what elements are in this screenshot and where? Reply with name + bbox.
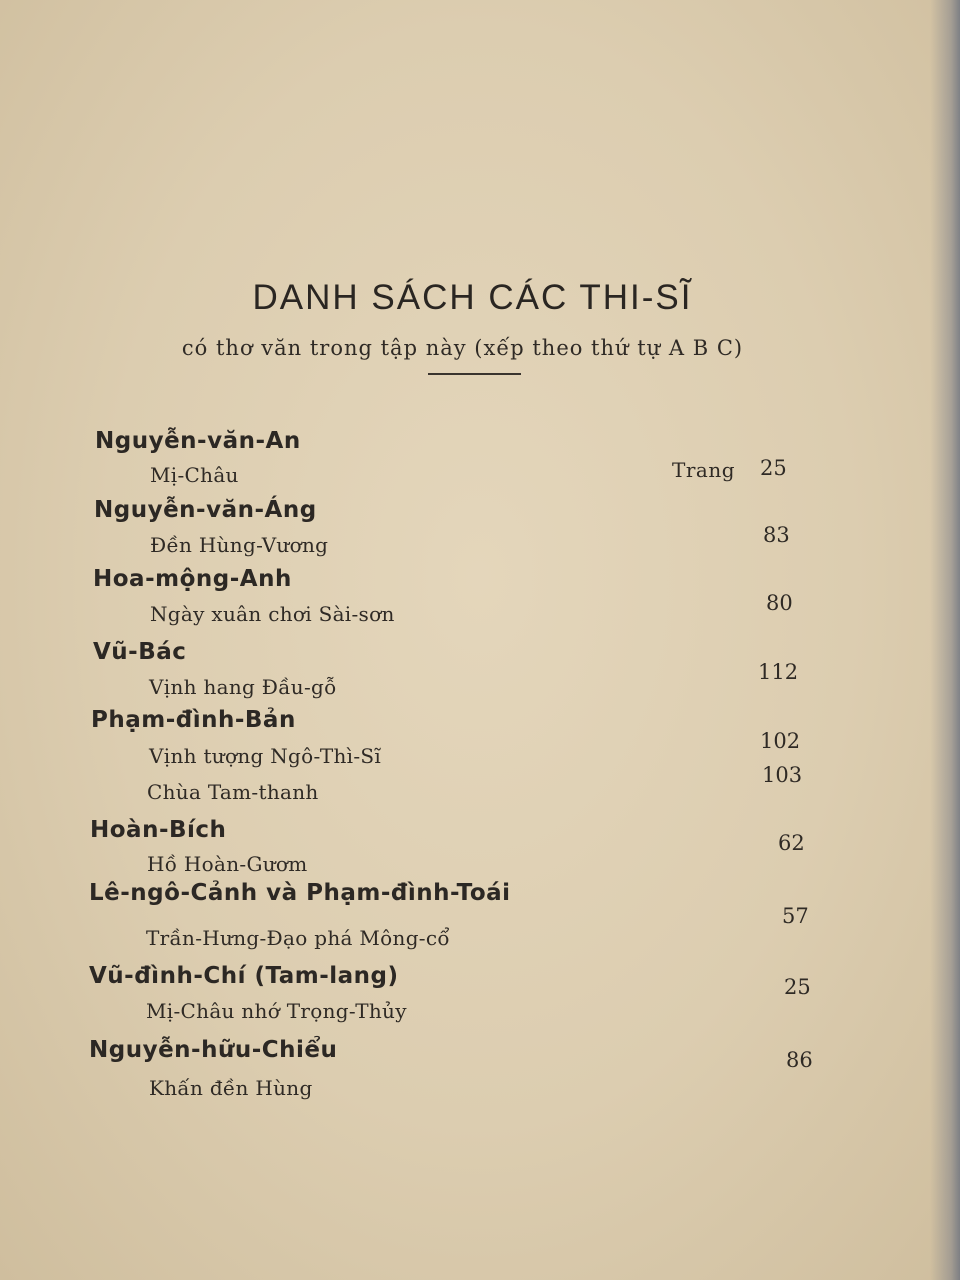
poem-title: Mị-Châu <box>150 463 239 487</box>
poem-title: Trần-Hưng-Đạo phá Mông-cổ <box>146 926 450 950</box>
page-subtitle: có thơ văn trong tập này (xếp theo thứ tự A B C) <box>181 336 744 360</box>
poem-title: Vịnh tượng Ngô-Thì-Sĩ <box>149 744 382 768</box>
page-number: 25 <box>760 456 787 480</box>
author-name: Nguyễn-văn-Áng <box>94 497 317 523</box>
author-name: Phạm-đình-Bản <box>91 707 296 733</box>
author-name: Vũ-đình-Chí (Tam-lang) <box>89 963 399 989</box>
poem-title: Khấn đền Hùng <box>149 1076 313 1100</box>
author-name: Hoàn-Bích <box>90 817 227 843</box>
page-title: DANH SÁCH CÁC THI-SĨ <box>252 278 693 317</box>
page-number: 102 <box>760 729 801 753</box>
title-divider <box>428 373 521 375</box>
author-name: Nguyễn-văn-An <box>95 428 301 454</box>
page-number: 86 <box>786 1048 813 1072</box>
page-number: 57 <box>782 904 809 928</box>
author-name: Vũ-Bác <box>93 639 187 665</box>
page-number: 80 <box>766 591 793 615</box>
poem-title: Vịnh hang Đầu-gỗ <box>149 675 337 699</box>
page-number: 83 <box>763 523 790 547</box>
page-edge-shadow <box>930 0 960 1280</box>
poem-title: Chùa Tam-thanh <box>147 780 319 804</box>
author-name: Nguyễn-hữu-Chiểu <box>89 1037 338 1063</box>
poem-title: Đền Hùng-Vương <box>150 533 329 557</box>
author-name: Hoa-mộng-Anh <box>93 566 292 592</box>
page-number: 62 <box>778 831 805 855</box>
poem-title: Mị-Châu nhớ Trọng-Thủy <box>146 999 407 1023</box>
page-number: 103 <box>762 763 803 787</box>
poem-title: Hồ Hoàn-Gươm <box>147 852 308 876</box>
page-number: 25 <box>784 975 811 999</box>
page-label: Trang <box>672 458 736 482</box>
page-number: 112 <box>758 660 799 684</box>
author-name: Lê-ngô-Cảnh và Phạm-đình-Toái <box>89 880 511 906</box>
poem-title: Ngày xuân chơi Sài-sơn <box>150 602 395 626</box>
